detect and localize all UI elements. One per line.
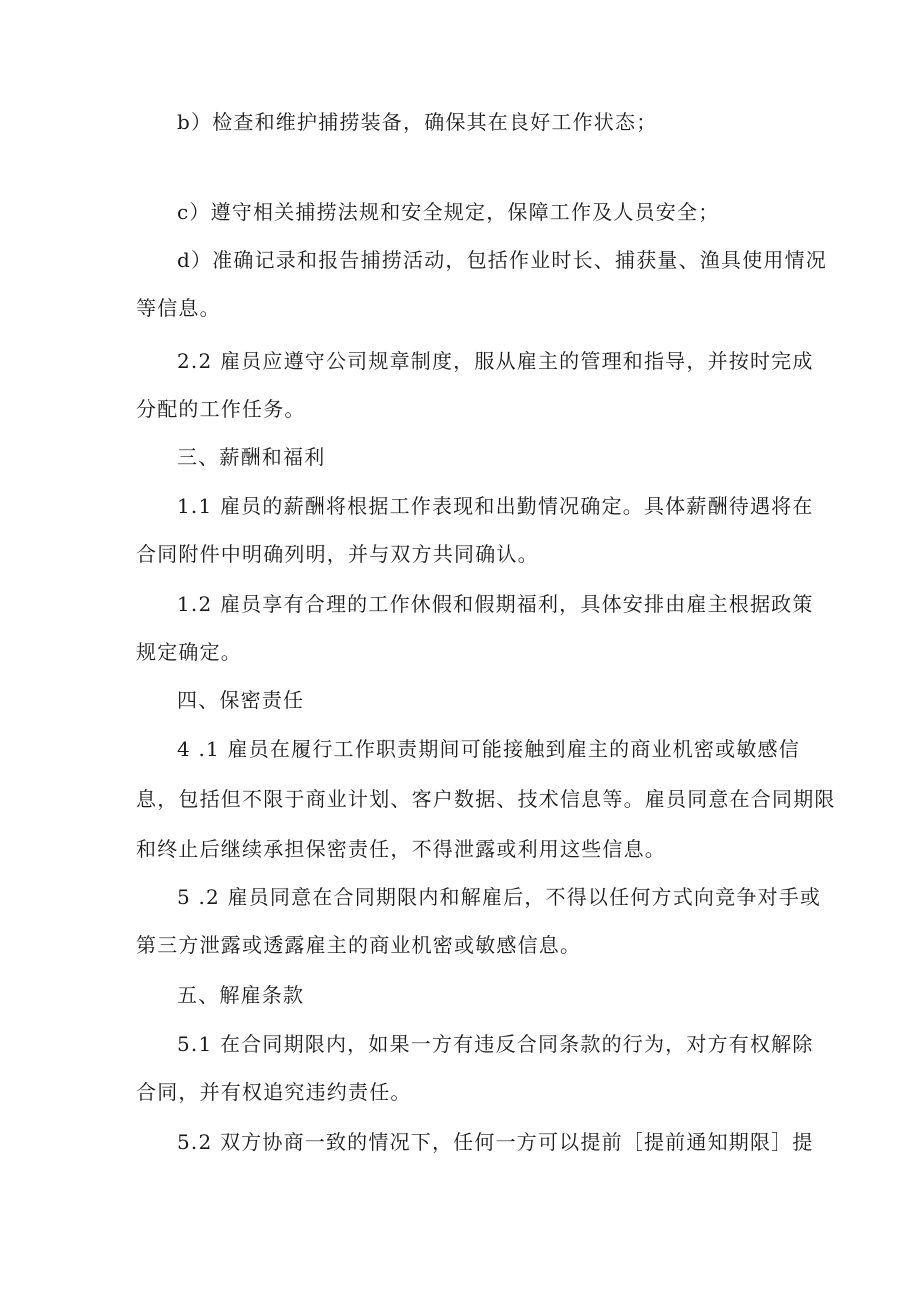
clause-b-line-1: b）检查和维护捕捞装备，确保其在良好工作状态； xyxy=(177,110,658,134)
clause-d-line-2: 等信息。 xyxy=(136,296,221,320)
clause-4-1-line-3: 和终止后继续承担保密责任，不得泄露或利用这些信息。 xyxy=(136,837,666,861)
clause-5-1-line-2: 合同，并有权追究违约责任。 xyxy=(136,1080,412,1104)
clause-d-line-1: d）准确记录和报告捕捞活动，包括作业时长、捕获量、渔具使用情况 xyxy=(177,248,828,272)
clause-1-2-line-2: 规定确定。 xyxy=(136,640,242,664)
clause-5-2b-line-1: 5.2 双方协商一致的情况下，任何一方可以提前［提前通知期限］提 xyxy=(177,1130,814,1154)
clause-5-1-line-1: 5.1 在合同期限内，如果一方有违反合同条款的行为，对方有权解除 xyxy=(177,1032,814,1056)
clause-1-2-line-1: 1.2 雇员享有合理的工作休假和假期福利，具体安排由雇主根据政策 xyxy=(177,592,814,616)
clause-5-2a-line-2: 第三方泄露或透露雇主的商业机密或敏感信息。 xyxy=(136,933,582,957)
clause-c-line-1: c）遵守相关捕捞法规和安全规定，保障工作及人员安全； xyxy=(177,200,720,224)
clause-2-2-line-1: 2.2 雇员应遵守公司规章制度，服从雇主的管理和指导，并按时完成 xyxy=(177,349,814,373)
section-heading-confidentiality: 四、保密责任 xyxy=(177,688,305,712)
clause-1-1-line-2: 合同附件中明确列明，并与双方共同确认。 xyxy=(136,542,539,566)
section-heading-termination: 五、解雇条款 xyxy=(177,983,305,1007)
section-heading-compensation: 三、薪酬和福利 xyxy=(177,445,326,469)
clause-2-2-line-2: 分配的工作任务。 xyxy=(136,397,306,421)
clause-4-1-line-1: 4 .1 雇员在履行工作职责期间可能接触到雇主的商业机密或敏感信 xyxy=(177,737,800,761)
clause-5-2a-line-1: 5 .2 雇员同意在合同期限内和解雇后，不得以任何方式向竞争对手或 xyxy=(177,885,822,909)
clause-4-1-line-2: 息，包括但不限于商业计划、客户数据、技术信息等。雇员同意在合同期限 xyxy=(136,787,836,811)
clause-1-1-line-1: 1.1 雇员的薪酬将根据工作表现和出勤情况确定。具体薪酬待遇将在 xyxy=(177,494,814,518)
